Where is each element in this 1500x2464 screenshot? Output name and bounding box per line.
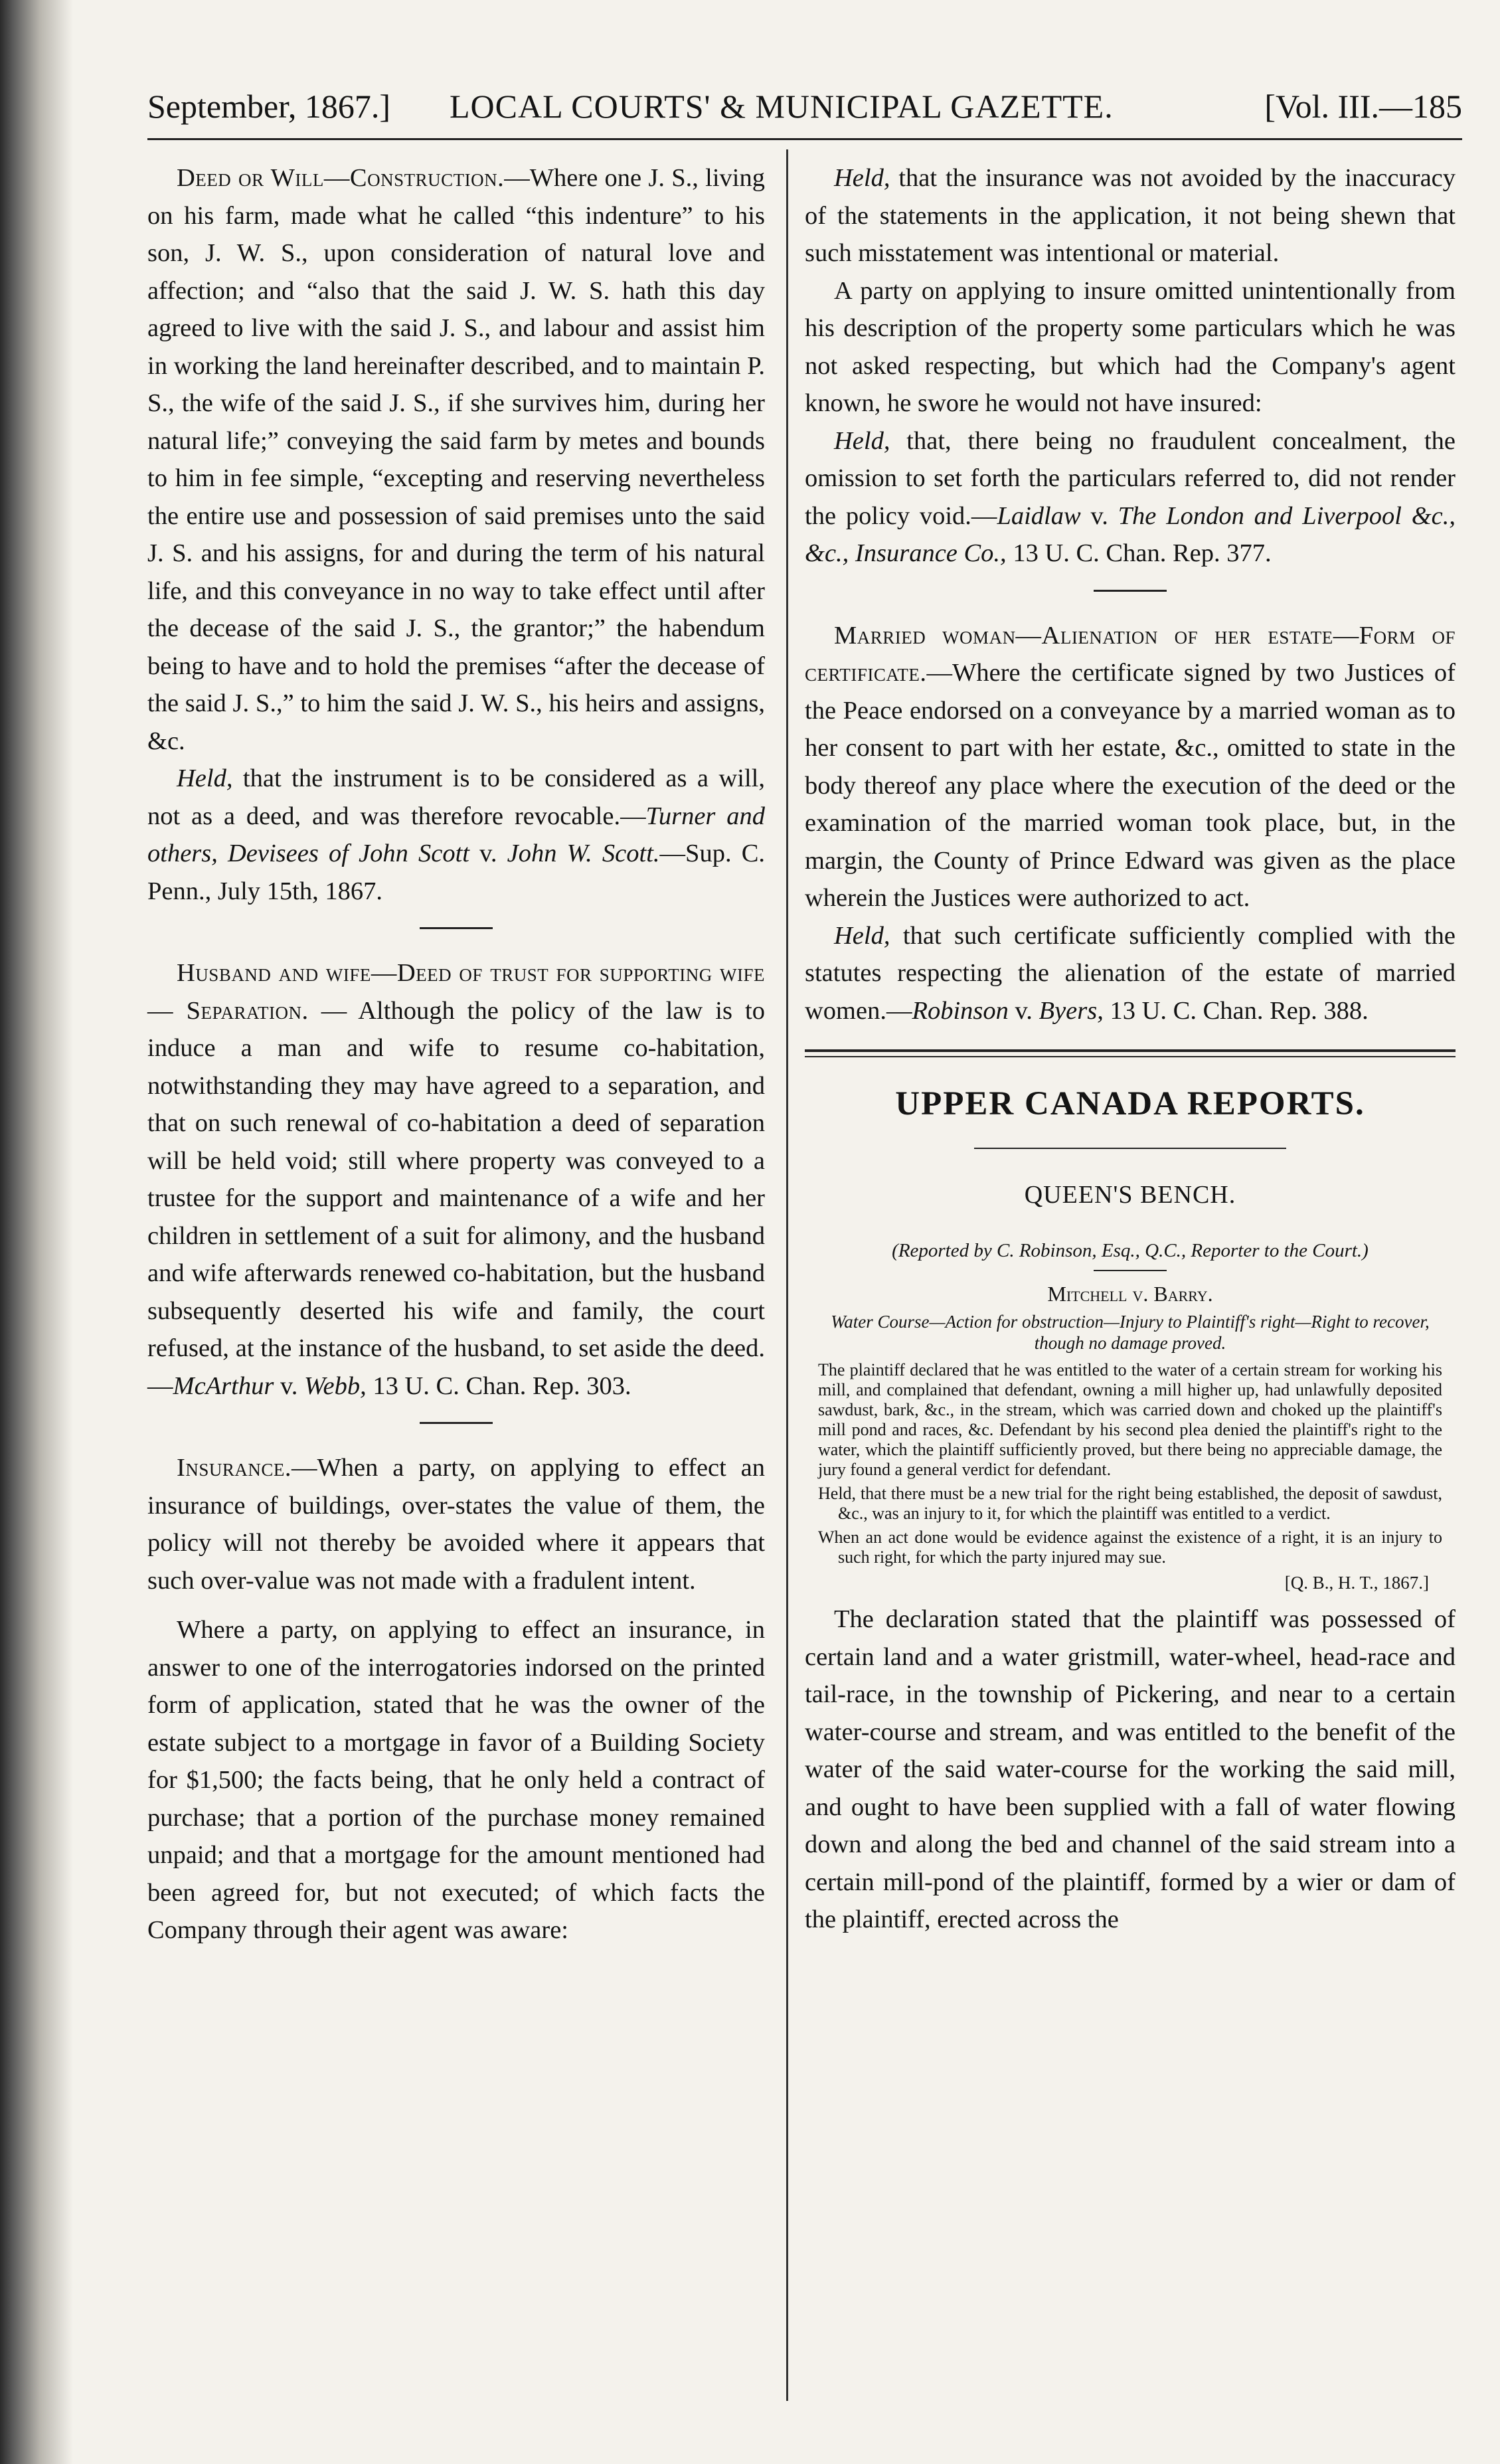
held-label: Held, <box>834 921 890 950</box>
left-column <box>147 159 765 1949</box>
headnote: Held, that there must be a new trial for the right being established, the deposit of sawdust, &c., was an injury to it, for which the plaintiff was entitled to a verdict. <box>818 1484 1442 1523</box>
citation-report: 13 U. C. Chan. Rep. 388. <box>1103 996 1369 1025</box>
held-label: Held, <box>834 426 890 455</box>
insurance-held-1 <box>805 159 1456 272</box>
citation-party: Laidlaw <box>997 501 1081 530</box>
entry-heading: Deed or Will—Construction. <box>177 164 505 192</box>
citation-party: Webb, <box>303 1371 367 1400</box>
headnote: The plaintiff declared that he was entitled to the water of a certain stream for working his mill, and complained that defendant, owning a mill higher up, had unlawfully deposited sawdust, bark, &c., in the stream, which was carried down and choked up the plaintiff's mill pond and races, &c. Defendant by his second plea denied the plaintiff's right to the water, which the plaintiff sufficiently proved, but there being no appreciable damage, the jury found a general verdict for defendant. <box>818 1360 1442 1479</box>
husband-and-wife-entry <box>147 954 765 1405</box>
catchwords: Water Course—Action for obstruction—Injury to Plaintiff's right—Right to recover, though no damage proved. <box>831 1312 1430 1353</box>
section-double-rule <box>805 1049 1456 1057</box>
entry-heading: Husband and wife—Deed of trust for supporting wife — Separation. <box>147 959 765 1025</box>
title-rule <box>974 1148 1286 1149</box>
insurance-paragraph: A party on applying to insure omitted unintentionally from his description of the property some particulars which he was not asked respecting, but which had the Company's agent known, he swore he would not have insured: <box>805 276 1456 417</box>
held-text: that the insurance was not avoided by the inaccuracy of the statements in the application, it not being shewn that such misstatement was intentional or material. <box>805 164 1456 267</box>
held-text: that the instrument is to be considered as a will, not as a deed, and was therefore revocable.— <box>147 764 765 830</box>
section-rule <box>420 927 493 929</box>
citation-party: The London and Liverpool &c., &c., Insurance Co., <box>805 501 1456 567</box>
entry-heading: Married woman—Alienation of her estate—Form of certificate. <box>805 621 1456 687</box>
header-date: September, 1867.] <box>147 88 390 125</box>
citation-report: —Sup. C. Penn., July 15th, 1867. <box>147 839 766 905</box>
entry-body: —Where one J. S., living on his farm, made what he called “this indenture” to his son, J. W. S., upon consideration of natural love and affection; and “also that the said J. W. S. hath this day agreed to live with the said J. S., and labour and assist him in working the land hereinafter described, and to maintain P. S., the wife of the said J. S., if she survives him, during her natural life;” conveying the said farm by metes and bounds to him in fee simple, “excepting and reserving nevertheless the entire use and possession of said premises unto the said J. S. and his assigns, for and during the term of his natural life, and this conveyance in no way to take effect until after the decease of the said J. S., the grantor;” the habendum being to have and to hold the premises “after the decease of the said J. S.,” to him the said J. W. S., his heirs and assigns, &c. <box>147 164 765 755</box>
citation-party: McArthur <box>173 1371 274 1400</box>
court-name: QUEEN'S BENCH. <box>1024 1181 1236 1209</box>
married-woman-entry <box>805 617 1456 917</box>
reporter-line: (Reported by C. Robinson, Esq., Q.C., Reporter to the Court.) <box>892 1240 1369 1261</box>
citation-party: Byers, <box>1039 996 1104 1025</box>
column-divider <box>786 149 788 2401</box>
headnote: When an act done would be evidence against the existence of a right, it is an injury to such right, for which the party injured may sue. <box>818 1528 1442 1567</box>
citation-party: John W. Scott. <box>507 839 660 867</box>
header-volume: [Vol. III.—185 <box>1264 88 1462 125</box>
section-rule <box>420 1422 493 1424</box>
book-spine-shadow <box>0 0 73 2464</box>
section-rule <box>1094 590 1167 592</box>
entry-body: —When a party, on applying to effect an insurance of buildings, over-states the value of them, the policy will not thereby be avoided where it appears that such over-value was not made with a fradulent intent. <box>147 1454 765 1595</box>
held-label: Held, <box>834 164 890 192</box>
citation-report: 13 U. C. Chan. Rep. 377. <box>1006 539 1272 567</box>
citation-v: v. <box>469 839 507 867</box>
declaration-paragraph: The declaration stated that the plaintiff was possessed of certain land and a water gristmill, water-wheel, head-race and tail-race, in the township of Pickering, and near to a certain water-course and stream, and was entitled to the benefit of the water of the said water-course for the working the said mill, and ought to have been supplied with a fall of water flowing down and along the bed and channel of the said stream into a certain mill-pond of the plaintiff, formed by a wier or dam of the plaintiff, erected across the <box>805 1605 1456 1933</box>
citation-v: v. <box>1008 996 1039 1025</box>
entry-body: — Although the policy of the law is to induce a man and wife to resume co-habitation, notwithstanding they may have agreed to a separation, and that on such renewal of co-habitation a deed of separation will be held void; still where property was conveyed to a trustee for the support and maintenance of a wife and her children in settlement of a suit for alimony, and the husband and wife afterwards renewed co-habitation, but the husband subsequently deserted his wife and family, the court refused, at the instance of the husband, to set aside the deed.— <box>147 996 765 1400</box>
header-rule <box>147 138 1462 140</box>
married-woman-held <box>805 917 1456 1030</box>
deed-held <box>147 760 765 910</box>
deed-or-will-entry <box>147 159 765 760</box>
citation-party: Turner and others, Devisees of John Scott <box>147 802 765 867</box>
citation-party: Robinson <box>912 996 1009 1025</box>
citation-report: 13 U. C. Chan. Rep. 303. <box>366 1371 631 1400</box>
header-title: LOCAL COURTS' & MUNICIPAL GAZETTE. <box>450 88 1114 125</box>
entry-heading: Insurance. <box>177 1454 292 1482</box>
held-label: Held, <box>177 764 233 792</box>
case-name: Mitchell v. Barry. <box>1047 1282 1213 1306</box>
held-text: that such certificate sufficiently complied with the statutes respecting the alienation of the estate of married women.— <box>805 921 1456 1025</box>
entry-body: —Where the certificate signed by two Justices of the Peace endorsed on a conveyance by a married woman as to her consent to part with her estate, &c., omitted to state in the body thereof any place where the execution of the deed or the examination of the married woman took place, but, in the margin, the County of Prince Edward was given as the place wherein the Justices were authorized to act. <box>805 659 1456 912</box>
case-dateline: [Q. B., H. T., 1867.] <box>1284 1573 1429 1593</box>
citation-v: v. <box>274 1371 304 1400</box>
insurance-held-2 <box>805 422 1456 572</box>
insurance-paragraph: Where a party, on applying to effect an insurance, in answer to one of the interrogatories indorsed on the printed form of application, stated that he was the owner of the estate subject to a mortgage in favor of a Building Society for $1,500; the facts being, that he only held a contract of purchase; that a portion of the purchase money remained unpaid; and that a mortgage for the amount mentioned had been agreed for, but not executed; of which facts the Company through their agent was aware: <box>147 1616 765 1944</box>
right-column <box>805 159 1456 1939</box>
insurance-entry <box>147 1449 765 1599</box>
citation-v: v. <box>1080 501 1118 530</box>
case-rule <box>1094 1270 1167 1271</box>
reports-title: UPPER CANADA REPORTS. <box>895 1085 1365 1122</box>
held-text: that, there being no fraudulent concealment, the omission to set forth the particulars referred to, did not render the policy void.— <box>805 426 1456 530</box>
